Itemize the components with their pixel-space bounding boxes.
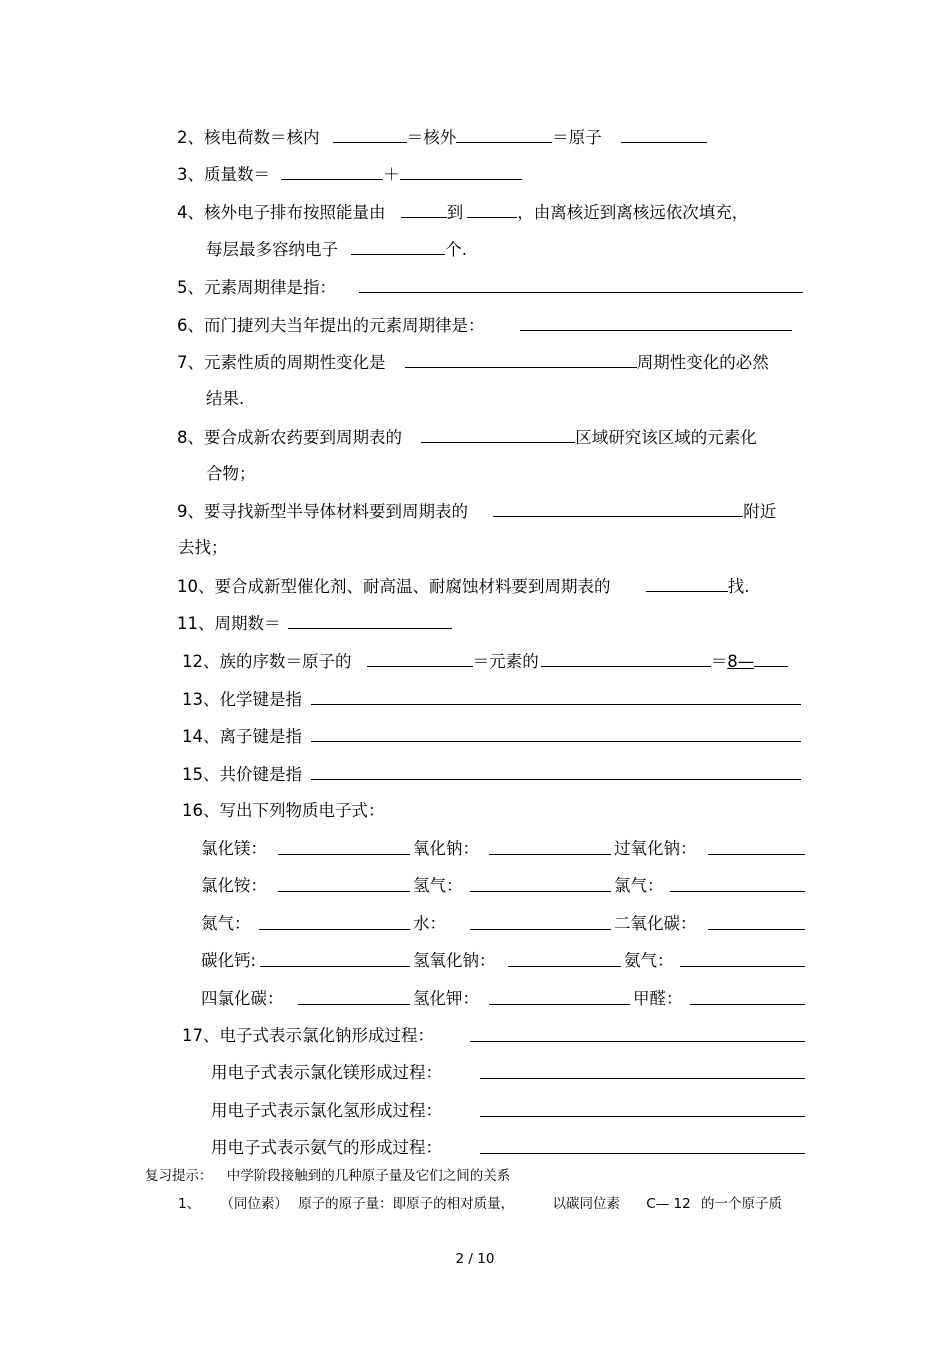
- review-tip: [145, 1165, 510, 1187]
- q8-text-1: 要合成新农药要到周期表的: [204, 428, 402, 447]
- q7-text-3: 结果.: [206, 389, 245, 408]
- q3-text-1: 质量数＝: [204, 165, 270, 184]
- q15-blank-1[interactable]: [311, 763, 801, 780]
- q7-text-1: 元素性质的周期性变化是: [204, 353, 386, 372]
- q17-blank-1[interactable]: [470, 1025, 805, 1042]
- review-item-c: 以碳同位素: [552, 1196, 620, 1212]
- q4-text-3: ，由离核近到离核远依次填充，: [517, 203, 749, 222]
- q9-text-3: 去找；: [178, 538, 228, 557]
- q2-text-3: ＝原子: [552, 128, 602, 147]
- q4-text-5: 个.: [445, 240, 467, 259]
- question-11: [177, 612, 452, 634]
- q8-blank-1[interactable]: [421, 426, 575, 443]
- q11-text-1: 周期数＝: [214, 614, 281, 633]
- q16-row-5-label-3: 甲醛：: [633, 989, 683, 1008]
- question-14: [182, 725, 801, 747]
- q17-blank-3[interactable]: [480, 1100, 805, 1117]
- q16-row-2-label-2: 氢气：: [413, 876, 463, 895]
- question-15: [182, 763, 801, 785]
- question-16: [182, 800, 385, 822]
- q16-row-5-blank-1[interactable]: [298, 988, 410, 1005]
- question-7-cont: [206, 388, 244, 410]
- q7-number: 7、: [177, 353, 204, 372]
- q16-row-1-label-2: 氧化钠：: [413, 839, 479, 858]
- q16-row-2-blank-3[interactable]: [670, 875, 805, 892]
- q12-blank-2[interactable]: [541, 650, 711, 667]
- q4-blank-3[interactable]: [351, 238, 445, 255]
- question-9: [177, 500, 776, 522]
- q16-number: 16、: [182, 801, 220, 820]
- question-13: [182, 688, 801, 710]
- q4-text-2: 到: [446, 203, 464, 222]
- question-3: [177, 163, 522, 185]
- question-12: [182, 650, 788, 672]
- q16-row-2-blank-1[interactable]: [278, 875, 410, 892]
- q16-row-3-blank-1[interactable]: [259, 913, 410, 930]
- q9-text-2: 附近: [743, 502, 777, 521]
- q12-text-4: 8—: [727, 652, 755, 671]
- q16-row-3-blank-3[interactable]: [708, 913, 805, 930]
- q2-blank-1[interactable]: [333, 126, 407, 143]
- q13-text-1: 化学键是指: [219, 690, 302, 709]
- q10-text-2: 找.: [727, 577, 750, 596]
- q16-row-5-label-2: 氢化钾：: [413, 989, 479, 1008]
- q9-text-1: 要寻找新型半导体材料要到周期表的: [204, 502, 468, 521]
- review-item-d: C— 12: [646, 1196, 691, 1212]
- q16-row-3-label-3: 二氧化碳：: [614, 914, 697, 933]
- q15-text-1: 共价键是指: [219, 765, 302, 784]
- q16-row-5-blank-3[interactable]: [690, 988, 805, 1005]
- q4-number: 4、: [177, 203, 204, 222]
- q3-blank-2[interactable]: [400, 163, 522, 180]
- q6-number: 6、: [177, 316, 204, 335]
- question-7: [177, 351, 769, 373]
- q2-number: 2、: [177, 128, 204, 147]
- q3-text-2: ＋: [383, 165, 400, 184]
- q5-number: 5、: [177, 278, 204, 297]
- q17-text-1: 电子式表示氯化钠形成过程：: [219, 1026, 434, 1045]
- review-item-e: 的一个原子质: [700, 1196, 782, 1212]
- q7-text-2: 周期性变化的必然: [636, 353, 769, 372]
- q16-row-2-label-3: 氯气：: [614, 876, 664, 895]
- q16-row-3-blank-2[interactable]: [470, 913, 611, 930]
- q16-row-3-label-2: 水：: [413, 914, 446, 933]
- q16-row-1-blank-1[interactable]: [278, 838, 410, 855]
- q17-number: 17、: [182, 1026, 220, 1045]
- q2-blank-3[interactable]: [621, 126, 707, 143]
- q10-number: 10、: [177, 577, 215, 596]
- q16-text-1: 写出下列物质电子式：: [219, 801, 385, 820]
- q8-number: 8、: [177, 428, 204, 447]
- question-4: [177, 201, 748, 223]
- q4-text-4: 每层最多容纳电子: [206, 240, 338, 259]
- q5-blank-1[interactable]: [359, 276, 803, 293]
- q11-number: 11、: [177, 614, 215, 633]
- q4-blank-2[interactable]: [467, 201, 517, 218]
- q16-row-1-blank-2[interactable]: [489, 838, 611, 855]
- question-4-cont: [206, 238, 467, 260]
- q2-text-1: 核电荷数＝核内: [204, 128, 320, 147]
- q14-number: 14、: [182, 727, 220, 746]
- page-number: 2 / 10: [455, 1251, 495, 1267]
- q16-row-2-blank-2[interactable]: [470, 875, 611, 892]
- q16-row-4-blank-3[interactable]: [680, 950, 805, 967]
- q2-blank-2[interactable]: [456, 126, 552, 143]
- question-2: [177, 126, 707, 148]
- q12-text-1: 族的序数＝原子的: [219, 652, 352, 671]
- q4-blank-1[interactable]: [401, 201, 447, 218]
- q17-text-3: 用电子式表示氯化氢形成过程：: [211, 1101, 442, 1120]
- q14-blank-1[interactable]: [311, 725, 801, 742]
- q13-blank-1[interactable]: [311, 688, 801, 705]
- q12-text-2: ＝元素的: [472, 652, 539, 671]
- q6-blank-1[interactable]: [520, 314, 792, 331]
- q9-blank-1[interactable]: [493, 500, 743, 517]
- q8-text-2: 区域研究该区域的元素化: [575, 428, 757, 447]
- q16-row-1-blank-3[interactable]: [708, 838, 805, 855]
- q4-text-1: 核外电子排布按照能量由: [204, 203, 386, 222]
- q10-text-1: 要合成新型催化剂、耐高温、耐腐蚀材料要到周期表的: [214, 577, 611, 596]
- question-8: [177, 426, 757, 448]
- q17-text-4: 用电子式表示氨气的形成过程：: [211, 1138, 442, 1157]
- q6-text-1: 而门捷列夫当年提出的元素周期律是：: [204, 316, 485, 335]
- question-5: [177, 276, 803, 298]
- q16-row-4-blank-2[interactable]: [508, 950, 621, 967]
- review-title: 复习提示：: [145, 1168, 213, 1184]
- q16-row-5-blank-2[interactable]: [489, 988, 630, 1005]
- q16-row-5-label-1: 四氯化碳：: [201, 989, 284, 1008]
- q16-row-4-blank-1[interactable]: [260, 950, 410, 967]
- q7-blank-1[interactable]: [405, 351, 637, 368]
- q16-row-1-label-1: 氯化镁：: [201, 839, 267, 858]
- question-8-cont: [206, 463, 256, 485]
- q11-blank-1[interactable]: [288, 612, 452, 629]
- q8-text-3: 合物；: [206, 464, 256, 483]
- q14-text-1: 离子键是指: [219, 727, 302, 746]
- question-9-cont: [178, 537, 228, 559]
- q12-number: 12、: [182, 652, 220, 671]
- q16-row-2-label-1: 氯化铵：: [201, 876, 267, 895]
- q15-number: 15、: [182, 765, 220, 784]
- q12-text-3: ＝: [710, 652, 728, 671]
- q16-row-4-label-1: 碳化钙:: [201, 951, 257, 970]
- question-6: [177, 314, 792, 336]
- q16-row-1-label-3: 过氧化钠：: [614, 839, 697, 858]
- q9-number: 9、: [177, 502, 204, 521]
- q13-number: 13、: [182, 690, 220, 709]
- review-text: 中学阶段接触到的几种原子量及它们之间的关系: [226, 1168, 511, 1184]
- q17-text-2: 用电子式表示氯化镁形成过程：: [211, 1063, 442, 1082]
- q3-blank-1[interactable]: [281, 163, 383, 180]
- q16-row-4-label-3: 氨气：: [624, 951, 674, 970]
- q2-text-2: ＝核外: [406, 128, 457, 147]
- q12-blank-1[interactable]: [367, 650, 473, 667]
- q17-blank-2[interactable]: [480, 1062, 805, 1079]
- q16-row-3-label-1: 氮气：: [201, 914, 251, 933]
- question-10: [177, 575, 750, 597]
- question-17: [182, 1025, 434, 1047]
- review-item-a: （同位素）: [220, 1196, 288, 1212]
- review-item-1: [178, 1193, 782, 1215]
- q5-text-1: 元素周期律是指：: [204, 278, 336, 297]
- q3-number: 3、: [177, 165, 204, 184]
- q10-blank-1[interactable]: [646, 575, 728, 592]
- review-item-b: 原子的原子量：即原子的相对质量，: [298, 1196, 515, 1212]
- q17-blank-4[interactable]: [480, 1137, 805, 1154]
- review-item-number: 1、: [178, 1196, 201, 1212]
- q16-row-4-label-2: 氢氧化钠：: [413, 951, 496, 970]
- q12-blank-3[interactable]: [754, 650, 788, 667]
